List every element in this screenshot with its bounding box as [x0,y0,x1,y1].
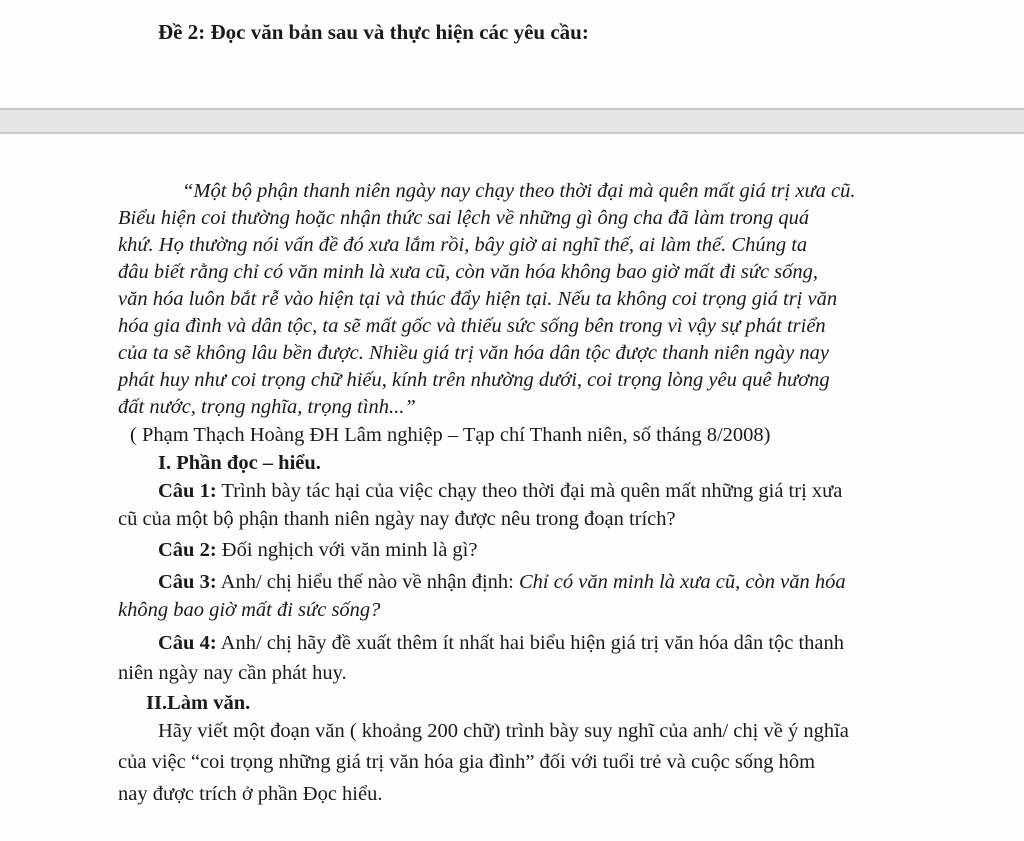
question-4 [158,632,844,655]
part1-heading: I. Phần đọc – hiểu. [158,452,321,474]
page-title: Đề 2: Đọc văn bản sau và thực hiện các yêu cầu: [158,20,589,44]
question-text: Anh/ chị hãy đề xuất thêm ít nhất hai biểu hiện giá trị văn hóa dân tộc thanh [216,632,845,654]
question-text: Anh/ chị hiểu thế nào về nhận định: [216,571,519,593]
question-quote: Chỉ có văn minh là xưa cũ, còn văn hóa [519,571,846,593]
question-text: Đối nghịch với văn minh là gì? [216,539,478,561]
question-label: Câu 3: [158,571,217,593]
passage-line: phát huy như coi trọng chữ hiếu, kính trên nhường dưới, coi trọng lòng yêu quê hương [118,369,830,391]
question-3 [158,571,846,594]
page-top [0,0,1024,108]
page-separator [0,108,1024,134]
passage-line: hóa gia đình và dân tộc, ta sẽ mất gốc và thiếu sức sống bên trong vì vậy sự phát triển [118,315,826,337]
essay-prompt-line: Hãy viết một đoạn văn ( khoảng 200 chữ) trình bày suy nghĩ của anh/ chị về ý nghĩa [158,720,849,742]
question-label: Câu 4: [158,632,217,654]
passage-source: ( Phạm Thạch Hoàng ĐH Lâm nghiệp – Tạp chí Thanh niên, số tháng 8/2008) [130,424,771,446]
part2-heading: II.Làm văn. [146,692,251,714]
question-label: Câu 2: [158,539,217,561]
passage [118,178,988,421]
question-1 [158,480,842,503]
question-3-cont: không bao giờ mất đi sức sống? [118,599,381,621]
question-text: Trình bày tác hại của việc chạy theo thời đại mà quên mất những giá trị xưa [216,480,843,502]
passage-line: khứ. Họ thường nói vấn đề đó xưa lắm rồi, bây giờ ai nghĩ thế, ai làm thế. Chúng ta [118,234,808,256]
passage-line: đất nước, trọng nghĩa, trọng tình...” [118,396,416,418]
passage-line: của ta sẽ không lâu bền được. Nhiều giá trị văn hóa dân tộc được thanh niên ngày nay [118,342,829,364]
question-4-cont: niên ngày nay cần phát huy. [118,662,347,684]
question-2 [158,539,477,562]
passage-line: văn hóa luôn bắt rễ vào hiện tại và thúc đẩy hiện tại. Nếu ta không coi trọng giá trị văn [118,288,838,310]
passage-line: đâu biết rằng chỉ có văn minh là xưa cũ, còn văn hóa không bao giờ mất đi sức sống, [118,261,819,283]
question-label: Câu 1: [158,480,217,502]
passage-line: “Một bộ phận thanh niên ngày nay chạy theo thời đại mà quên mất giá trị xưa cũ. [182,180,856,202]
essay-prompt-line: nay được trích ở phần Đọc hiểu. [118,783,383,805]
passage-line: Biểu hiện coi thường hoặc nhận thức sai lệch về những gì ông cha đã làm trong quá [118,207,810,229]
question-1-cont: cũ của một bộ phận thanh niên ngày nay được nêu trong đoạn trích? [118,508,676,530]
essay-prompt-line: của việc “coi trọng những giá trị văn hóa gia đình” đối với tuổi trẻ và cuộc sống hôm [118,751,816,773]
